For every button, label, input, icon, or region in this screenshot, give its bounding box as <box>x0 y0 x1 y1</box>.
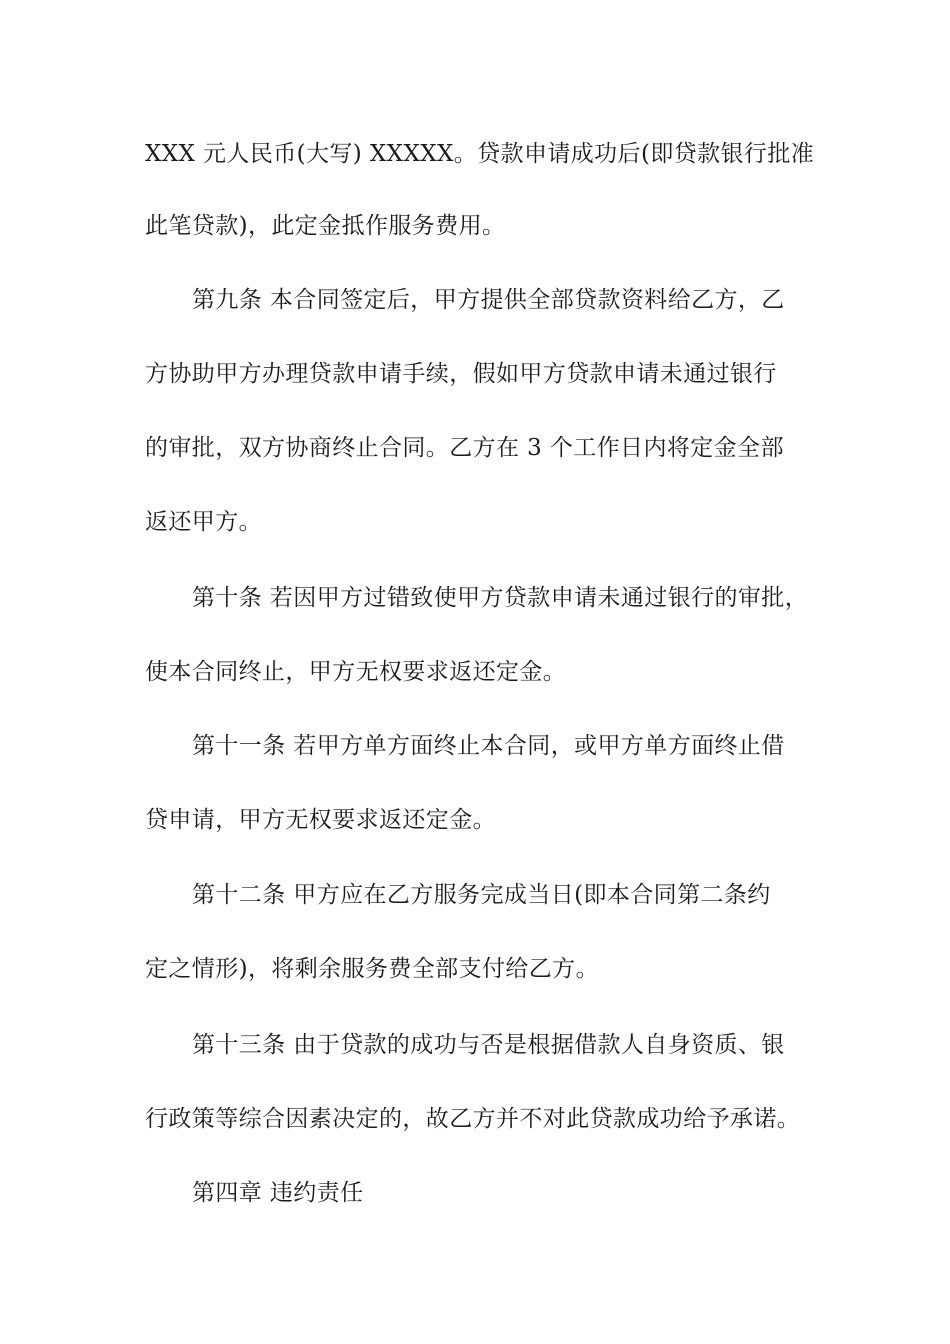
article-10-line-2: 使本合同终止，甲方无权要求返还定金。 <box>145 659 567 685</box>
article-12-line-1: 第十二条 甲方应在乙方服务完成当日(即本合同第二条约 <box>192 882 771 908</box>
article-12-line-2: 定之情形)，将剩余服务费全部支付给乙方。 <box>145 956 599 982</box>
article-13-line-2: 行政策等综合因素决定的，故乙方并不对此贷款成功给予承诺。 <box>145 1106 801 1132</box>
text-line-1: XXX 元人民币(大写) XXXXX。贷款申请成功后(即贷款银行批准 <box>145 141 815 167</box>
chapter-heading: 第四章 违约责任 <box>192 1180 364 1206</box>
article-11-line-1: 第十一条 若甲方单方面终止本合同，或甲方单方面终止借 <box>192 733 785 759</box>
article-10-line-1: 第十条 若因甲方过错致使甲方贷款申请未通过银行的审批， <box>192 585 809 611</box>
article-13-line-1: 第十三条 由于贷款的成功与否是根据借款人自身资质、银 <box>192 1032 785 1058</box>
article-9-line-1: 第九条 本合同签定后，甲方提供全部贷款资料给乙方，乙 <box>192 287 785 313</box>
text-line-2: 此笔贷款)，此定金抵作服务费用。 <box>145 213 506 239</box>
article-9-line-3: 的审批，双方协商终止合同。乙方在 3 个工作日内将定金全部 <box>145 435 784 461</box>
article-11-line-2: 贷申请，甲方无权要求返还定金。 <box>145 807 496 833</box>
article-9-line-4: 返还甲方。 <box>145 509 262 535</box>
article-9-line-2: 方协助甲方办理贷款申请手续，假如甲方贷款申请未通过银行 <box>145 361 777 387</box>
